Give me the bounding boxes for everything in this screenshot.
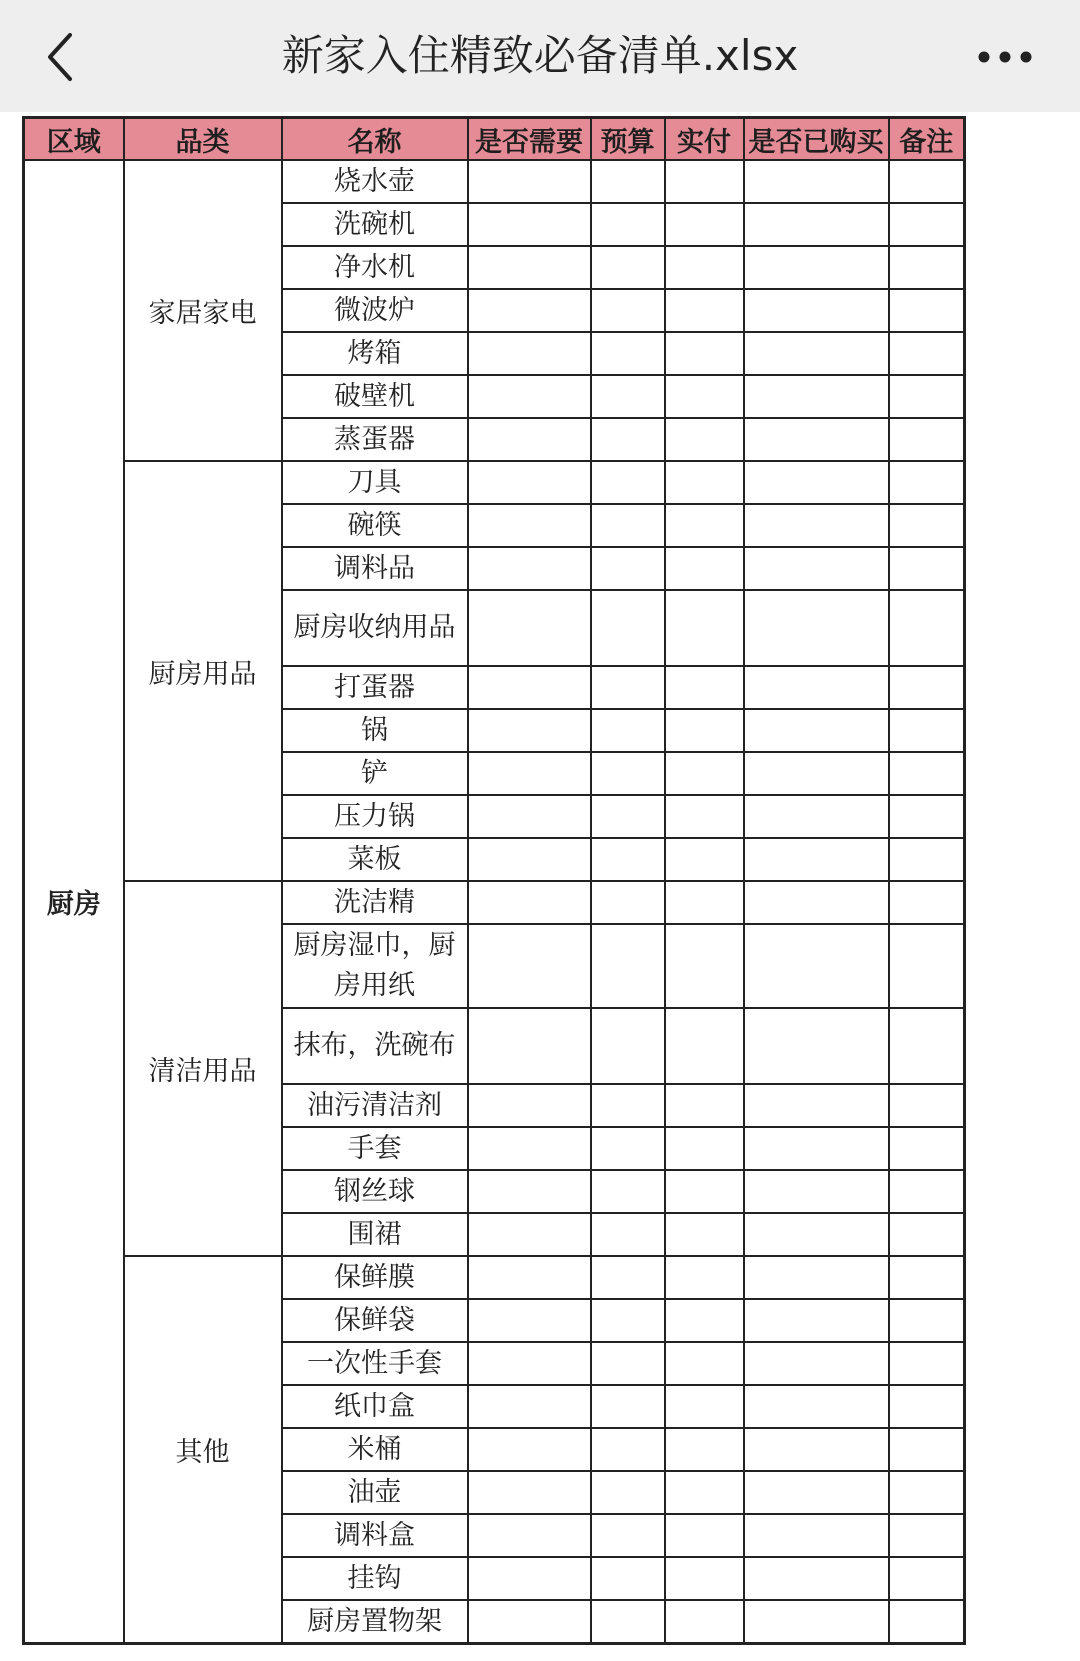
paid-cell[interactable]: [665, 709, 744, 752]
purchased-cell[interactable]: [744, 1557, 889, 1600]
column-header-budget[interactable]: 预算: [591, 118, 665, 161]
column-header-area[interactable]: 区域: [24, 118, 124, 161]
notes-cell[interactable]: [889, 1557, 965, 1600]
notes-cell[interactable]: [889, 1008, 965, 1084]
notes-cell[interactable]: [889, 332, 965, 375]
table-row: [24, 881, 965, 924]
checklist-table: [22, 116, 966, 1645]
paid-cell[interactable]: [665, 1600, 744, 1644]
paid-cell[interactable]: [665, 547, 744, 590]
item-name-cell[interactable]: 米桶: [282, 1428, 468, 1471]
paid-cell[interactable]: [665, 332, 744, 375]
needed-cell[interactable]: [468, 1557, 591, 1600]
notes-cell[interactable]: [889, 1256, 965, 1299]
needed-cell[interactable]: [468, 504, 591, 547]
item-name-cell[interactable]: 调料品: [282, 547, 468, 590]
category-cell[interactable]: 其他: [124, 1256, 282, 1644]
purchased-cell[interactable]: [744, 1600, 889, 1644]
needed-cell[interactable]: [468, 203, 591, 246]
notes-cell[interactable]: [889, 590, 965, 666]
item-name-cell[interactable]: 保鲜膜: [282, 1256, 468, 1299]
needed-cell[interactable]: [468, 246, 591, 289]
category-cell[interactable]: 家居家电: [124, 160, 282, 461]
purchased-cell[interactable]: [744, 160, 889, 203]
item-name-cell[interactable]: 破壁机: [282, 375, 468, 418]
budget-cell[interactable]: [591, 590, 665, 666]
needed-cell[interactable]: [468, 418, 591, 461]
budget-cell[interactable]: [591, 1084, 665, 1127]
budget-cell[interactable]: [591, 289, 665, 332]
purchased-cell[interactable]: [744, 1084, 889, 1127]
more-dots-icon: [977, 50, 1033, 64]
paid-cell[interactable]: [665, 795, 744, 838]
budget-cell[interactable]: [591, 1342, 665, 1385]
column-header-needed[interactable]: 是否需要: [468, 118, 591, 161]
paid-cell[interactable]: [665, 160, 744, 203]
budget-cell[interactable]: [591, 838, 665, 881]
item-name-cell[interactable]: 保鲜袋: [282, 1299, 468, 1342]
budget-cell[interactable]: [591, 332, 665, 375]
needed-cell[interactable]: [468, 924, 591, 1008]
file-title: 新家入住精致必备清单.xlsx: [281, 31, 799, 80]
needed-cell[interactable]: [468, 666, 591, 709]
item-name-cell[interactable]: 围裙: [282, 1213, 468, 1256]
item-name-cell[interactable]: 压力锅: [282, 795, 468, 838]
item-name-cell[interactable]: 挂钩: [282, 1557, 468, 1600]
notes-cell[interactable]: [889, 1213, 965, 1256]
paid-cell[interactable]: [665, 1170, 744, 1213]
notes-cell[interactable]: [889, 1385, 965, 1428]
paid-cell[interactable]: [665, 924, 744, 1008]
paid-cell[interactable]: [665, 752, 744, 795]
paid-cell[interactable]: [665, 1213, 744, 1256]
budget-cell[interactable]: [591, 666, 665, 709]
purchased-cell[interactable]: [744, 881, 889, 924]
needed-cell[interactable]: [468, 1256, 591, 1299]
purchased-cell[interactable]: [744, 838, 889, 881]
purchased-cell[interactable]: [744, 752, 889, 795]
item-name-cell[interactable]: 刀具: [282, 461, 468, 504]
paid-cell[interactable]: [665, 1342, 744, 1385]
purchased-cell[interactable]: [744, 461, 889, 504]
budget-cell[interactable]: [591, 924, 665, 1008]
notes-cell[interactable]: [889, 461, 965, 504]
needed-cell[interactable]: [468, 709, 591, 752]
purchased-cell[interactable]: [744, 1514, 889, 1557]
notes-cell[interactable]: [889, 547, 965, 590]
paid-cell[interactable]: [665, 1084, 744, 1127]
budget-cell[interactable]: [591, 1008, 665, 1084]
budget-cell[interactable]: [591, 795, 665, 838]
budget-cell[interactable]: [591, 418, 665, 461]
item-name-cell[interactable]: 烤箱: [282, 332, 468, 375]
budget-cell[interactable]: [591, 1514, 665, 1557]
budget-cell[interactable]: [591, 160, 665, 203]
notes-cell[interactable]: [889, 418, 965, 461]
column-header-notes[interactable]: 备注: [889, 118, 965, 161]
needed-cell[interactable]: [468, 289, 591, 332]
paid-cell[interactable]: [665, 375, 744, 418]
paid-cell[interactable]: [665, 1299, 744, 1342]
item-name-cell[interactable]: 锅: [282, 709, 468, 752]
paid-cell[interactable]: [665, 504, 744, 547]
budget-cell[interactable]: [591, 1471, 665, 1514]
budget-cell[interactable]: [591, 461, 665, 504]
notes-cell[interactable]: [889, 203, 965, 246]
purchased-cell[interactable]: [744, 1428, 889, 1471]
budget-cell[interactable]: [591, 1299, 665, 1342]
budget-cell[interactable]: [591, 1256, 665, 1299]
notes-cell[interactable]: [889, 504, 965, 547]
paid-cell[interactable]: [665, 1385, 744, 1428]
needed-cell[interactable]: [468, 1008, 591, 1084]
purchased-cell[interactable]: [744, 666, 889, 709]
budget-cell[interactable]: [591, 881, 665, 924]
notes-cell[interactable]: [889, 1514, 965, 1557]
budget-cell[interactable]: [591, 547, 665, 590]
paid-cell[interactable]: [665, 1557, 744, 1600]
purchased-cell[interactable]: [744, 709, 889, 752]
table-row: [24, 160, 965, 203]
item-name-cell[interactable]: 油污清洁剂: [282, 1084, 468, 1127]
purchased-cell[interactable]: [744, 1299, 889, 1342]
needed-cell[interactable]: [468, 1471, 591, 1514]
needed-cell[interactable]: [468, 881, 591, 924]
budget-cell[interactable]: [591, 1428, 665, 1471]
purchased-cell[interactable]: [744, 504, 889, 547]
table-row: [24, 461, 965, 504]
budget-cell[interactable]: [591, 1127, 665, 1170]
paid-cell[interactable]: [665, 1514, 744, 1557]
budget-cell[interactable]: [591, 203, 665, 246]
purchased-cell[interactable]: [744, 1127, 889, 1170]
column-header-purchased[interactable]: 是否已购买: [744, 118, 889, 161]
needed-cell[interactable]: [468, 332, 591, 375]
needed-cell[interactable]: [468, 1514, 591, 1557]
notes-cell[interactable]: [889, 1170, 965, 1213]
paid-cell[interactable]: [665, 246, 744, 289]
needed-cell[interactable]: [468, 838, 591, 881]
notes-cell[interactable]: [889, 160, 965, 203]
item-name-cell[interactable]: 烧水壶: [282, 160, 468, 203]
paid-cell[interactable]: [665, 418, 744, 461]
notes-cell[interactable]: [889, 1084, 965, 1127]
title-bar: [0, 0, 1080, 112]
notes-cell[interactable]: [889, 666, 965, 709]
purchased-cell[interactable]: [744, 1342, 889, 1385]
purchased-cell[interactable]: [744, 1471, 889, 1514]
paid-cell[interactable]: [665, 1256, 744, 1299]
needed-cell[interactable]: [468, 160, 591, 203]
paid-cell[interactable]: [665, 1127, 744, 1170]
area-cell[interactable]: 厨房: [24, 160, 124, 1644]
notes-cell[interactable]: [889, 1342, 965, 1385]
item-name-cell[interactable]: 菜板: [282, 838, 468, 881]
item-name-cell[interactable]: 洗洁精: [282, 881, 468, 924]
purchased-cell[interactable]: [744, 1170, 889, 1213]
item-name-cell[interactable]: 油壶: [282, 1471, 468, 1514]
needed-cell[interactable]: [468, 1299, 591, 1342]
notes-cell[interactable]: [889, 709, 965, 752]
budget-cell[interactable]: [591, 375, 665, 418]
item-name-cell[interactable]: 手套: [282, 1127, 468, 1170]
notes-cell[interactable]: [889, 246, 965, 289]
needed-cell[interactable]: [468, 590, 591, 666]
needed-cell[interactable]: [468, 1385, 591, 1428]
paid-cell[interactable]: [665, 881, 744, 924]
item-name-cell[interactable]: 蒸蛋器: [282, 418, 468, 461]
item-name-cell[interactable]: 打蛋器: [282, 666, 468, 709]
notes-cell[interactable]: [889, 1428, 965, 1471]
table-row: [24, 1256, 965, 1299]
purchased-cell[interactable]: [744, 1256, 889, 1299]
needed-cell[interactable]: [468, 1600, 591, 1644]
paid-cell[interactable]: [665, 1428, 744, 1471]
purchased-cell[interactable]: [744, 289, 889, 332]
needed-cell[interactable]: [468, 795, 591, 838]
purchased-cell[interactable]: [744, 547, 889, 590]
notes-cell[interactable]: [889, 881, 965, 924]
notes-cell[interactable]: [889, 795, 965, 838]
notes-cell[interactable]: [889, 924, 965, 1008]
item-name-cell[interactable]: 净水机: [282, 246, 468, 289]
notes-cell[interactable]: [889, 1127, 965, 1170]
notes-cell[interactable]: [889, 838, 965, 881]
budget-cell[interactable]: [591, 709, 665, 752]
needed-cell[interactable]: [468, 375, 591, 418]
item-name-cell[interactable]: 钢丝球: [282, 1170, 468, 1213]
budget-cell[interactable]: [591, 1600, 665, 1644]
purchased-cell[interactable]: [744, 1008, 889, 1084]
purchased-cell[interactable]: [744, 1385, 889, 1428]
item-name-cell[interactable]: 厨房置物架: [282, 1600, 468, 1644]
chevron-left-icon: [42, 31, 78, 83]
notes-cell[interactable]: [889, 289, 965, 332]
notes-cell[interactable]: [889, 1600, 965, 1644]
item-name-cell[interactable]: 铲: [282, 752, 468, 795]
needed-cell[interactable]: [468, 461, 591, 504]
notes-cell[interactable]: [889, 1299, 965, 1342]
needed-cell[interactable]: [468, 1127, 591, 1170]
budget-cell[interactable]: [591, 1170, 665, 1213]
purchased-cell[interactable]: [744, 203, 889, 246]
paid-cell[interactable]: [665, 838, 744, 881]
purchased-cell[interactable]: [744, 332, 889, 375]
paid-cell[interactable]: [665, 1008, 744, 1084]
column-header-category[interactable]: 品类: [124, 118, 282, 161]
item-name-cell[interactable]: 抹布，洗碗布: [282, 1008, 468, 1084]
needed-cell[interactable]: [468, 1428, 591, 1471]
paid-cell[interactable]: [665, 1471, 744, 1514]
needed-cell[interactable]: [468, 1342, 591, 1385]
category-cell[interactable]: 厨房用品: [124, 461, 282, 881]
notes-cell[interactable]: [889, 375, 965, 418]
purchased-cell[interactable]: [744, 1213, 889, 1256]
back-button[interactable]: [30, 22, 90, 92]
spreadsheet: [22, 116, 966, 1645]
header-row: [24, 118, 965, 161]
category-cell[interactable]: 清洁用品: [124, 881, 282, 1256]
item-name-cell[interactable]: 厨房收纳用品: [282, 590, 468, 666]
budget-cell[interactable]: [591, 1213, 665, 1256]
paid-cell[interactable]: [665, 461, 744, 504]
needed-cell[interactable]: [468, 1213, 591, 1256]
item-name-cell[interactable]: 纸巾盒: [282, 1385, 468, 1428]
notes-cell[interactable]: [889, 752, 965, 795]
purchased-cell[interactable]: [744, 924, 889, 1008]
purchased-cell[interactable]: [744, 590, 889, 666]
budget-cell[interactable]: [591, 504, 665, 547]
budget-cell[interactable]: [591, 1557, 665, 1600]
budget-cell[interactable]: [591, 1385, 665, 1428]
column-header-paid[interactable]: 实付: [665, 118, 744, 161]
item-name-cell[interactable]: 厨房湿巾，厨房用纸: [282, 924, 468, 1008]
item-name-cell[interactable]: 洗碗机: [282, 203, 468, 246]
item-name-cell[interactable]: 微波炉: [282, 289, 468, 332]
purchased-cell[interactable]: [744, 418, 889, 461]
purchased-cell[interactable]: [744, 246, 889, 289]
purchased-cell[interactable]: [744, 795, 889, 838]
paid-cell[interactable]: [665, 203, 744, 246]
item-name-cell[interactable]: 碗筷: [282, 504, 468, 547]
purchased-cell[interactable]: [744, 375, 889, 418]
item-name-cell[interactable]: 一次性手套: [282, 1342, 468, 1385]
notes-cell[interactable]: [889, 1471, 965, 1514]
needed-cell[interactable]: [468, 547, 591, 590]
column-header-name[interactable]: 名称: [282, 118, 468, 161]
paid-cell[interactable]: [665, 666, 744, 709]
item-name-cell[interactable]: 调料盒: [282, 1514, 468, 1557]
budget-cell[interactable]: [591, 752, 665, 795]
needed-cell[interactable]: [468, 1170, 591, 1213]
paid-cell[interactable]: [665, 289, 744, 332]
paid-cell[interactable]: [665, 590, 744, 666]
needed-cell[interactable]: [468, 1084, 591, 1127]
budget-cell[interactable]: [591, 246, 665, 289]
more-button[interactable]: [970, 30, 1040, 84]
needed-cell[interactable]: [468, 752, 591, 795]
